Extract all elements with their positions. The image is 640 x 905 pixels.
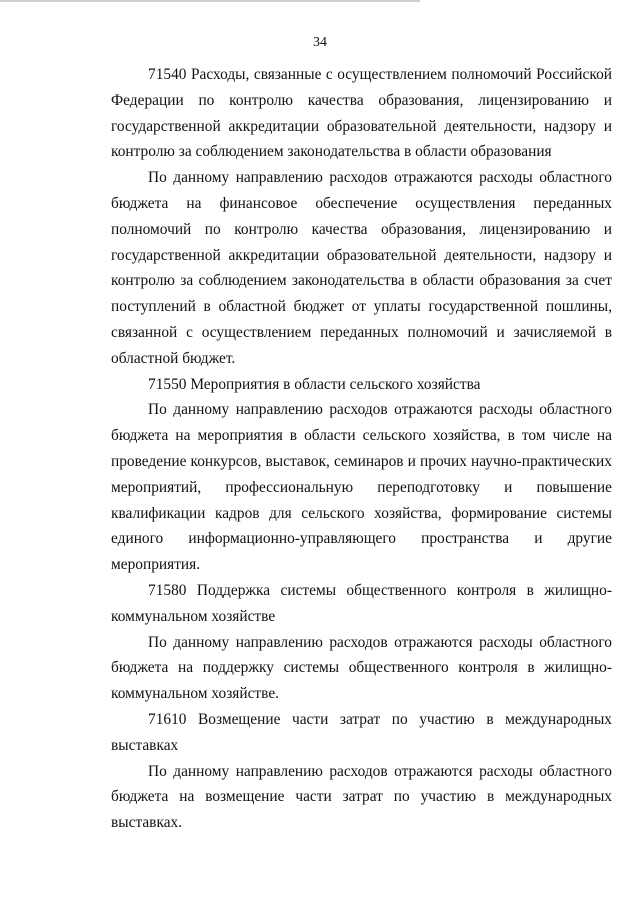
section-body-71610: По данному направлению расходов отражаются расходы областного бюджета на возмещение части затрат по участию в международных выставках. (111, 762, 612, 832)
page-number: 34 (313, 35, 327, 50)
section-heading-71540: 71540 Расходы, связанные с осуществлением полномочий Российской Федерации по контролю качества образования, лицензированию и государственной аккредитации образовательной деятельности, надзору и контролю за соблюдением законодательства в области образования (111, 66, 612, 161)
scan-top-edge (0, 0, 420, 2)
section-body-71540: По данному направлению расходов отражаются расходы областного бюджета на финансовое обеспечение осуществления переданных полномочий по контролю качества образования, лицензированию и государственной аккредитации образовательной деятельности, надзору и контролю за соблюдением законодательства в области образования за счет поступлений в областной бюджет от уплаты государственной пошлины, связанной с осуществлением переданных полномочий и зачисляемой в областной бюджет. (111, 169, 612, 367)
section-heading-71610: 71610 Возмещение части затрат по участию в международных выставках (111, 710, 612, 754)
section-body-71550: По данному направлению расходов отражаются расходы областного бюджета на мероприятия в области сельского хозяйства, в том числе на проведение конкурсов, выставок, семинаров и прочих научно-практических мероприятий, профессиональную переподготовку и повышение квалификации кадров для сельского хозяйства, формирование системы единого информационно-управляющего пространства и другие мероприятия. (111, 401, 612, 574)
document-body (111, 62, 612, 836)
section-heading-71580: 71580 Поддержка системы общественного контроля в жилищно-коммунальном хозяйстве (111, 581, 612, 625)
section-heading-71550: 71550 Мероприятия в области сельского хозяйства (148, 375, 481, 393)
section-body-71580: По данному направлению расходов отражаются расходы областного бюджета на поддержку системы общественного контроля в жилищно-коммунальном хозяйстве. (111, 633, 612, 703)
